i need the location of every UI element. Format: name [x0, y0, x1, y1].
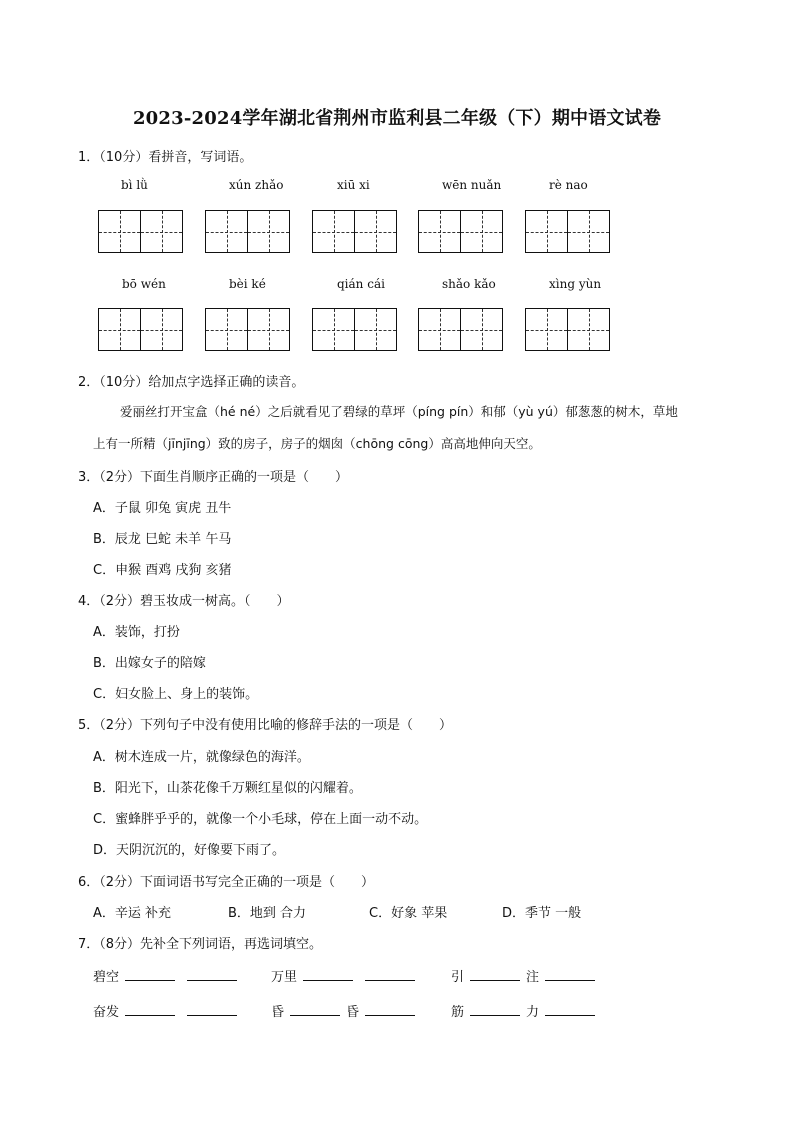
- option-c[interactable]: C．蜜蜂胖乎乎的，就像一个小毛球，停在上面一动不动。: [93, 812, 428, 827]
- option-d[interactable]: D．季节 一般: [502, 906, 582, 921]
- blank-line[interactable]: [365, 968, 415, 981]
- question-3-stem: 3．（2分）下面生肖顺序正确的一项是（ ）: [78, 470, 349, 485]
- blank-line[interactable]: [187, 1003, 237, 1016]
- word-prefix: 奋发: [93, 1005, 120, 1020]
- pinyin-label: bèi ké: [229, 277, 266, 291]
- writing-grid[interactable]: [418, 210, 503, 253]
- writing-grid[interactable]: [312, 210, 397, 253]
- writing-grid[interactable]: [205, 308, 290, 351]
- question-2-passage-line: 爱丽丝打开宝盒（hé né）之后就看见了碧绿的草坪（píng pín）和郁（yù yú）郁葱葱的树木，草地: [120, 404, 678, 419]
- fill-blank-item: [451, 966, 601, 985]
- option-b[interactable]: B．辰龙 巳蛇 未羊 午马: [93, 532, 232, 547]
- blank-line[interactable]: [470, 1003, 520, 1016]
- question-2-passage-line: 上有一所精（jīnjīng）致的房子，房子的烟囱（chōng cōng）高高地伸向天空。: [93, 436, 541, 451]
- word-prefix: 昏: [271, 1005, 285, 1020]
- word-prefix: 筋: [451, 1005, 465, 1020]
- blank-line[interactable]: [125, 1003, 175, 1016]
- blank-line[interactable]: [187, 968, 237, 981]
- word-prefix: 万里: [271, 970, 298, 985]
- writing-grid[interactable]: [98, 308, 183, 351]
- blank-line[interactable]: [545, 1003, 595, 1016]
- pinyin-label: xún zhǎo: [229, 178, 284, 192]
- option-a[interactable]: A．装饰，打扮: [93, 625, 180, 640]
- option-b[interactable]: B．地到 合力: [228, 906, 307, 921]
- blank-line[interactable]: [545, 968, 595, 981]
- blank-line[interactable]: [470, 968, 520, 981]
- pinyin-label: qián cái: [337, 277, 385, 291]
- word-middle: 昏: [346, 1005, 360, 1020]
- question-5-stem: 5．（2分）下列句子中没有使用比喻的修辞手法的一项是（ ）: [78, 718, 453, 733]
- question-1-stem: 1．（10分）看拼音，写词语。: [78, 150, 253, 165]
- blank-line[interactable]: [303, 968, 353, 981]
- writing-grid[interactable]: [312, 308, 397, 351]
- question-4-stem: 4．（2分）碧玉妆成一树高。（ ）: [78, 594, 290, 609]
- pinyin-label: bì lǜ: [121, 178, 148, 192]
- fill-blank-item: [271, 966, 421, 985]
- option-a[interactable]: A．树木连成一片，就像绿色的海洋。: [93, 750, 310, 765]
- option-d[interactable]: D．天阴沉沉的，好像要下雨了。: [93, 843, 286, 858]
- pinyin-label: bō wén: [122, 277, 166, 291]
- pinyin-label: xiū xi: [337, 178, 370, 192]
- writing-grid[interactable]: [418, 308, 503, 351]
- blank-line[interactable]: [365, 1003, 415, 1016]
- question-6-stem: 6．（2分）下面词语书写完全正确的一项是（ ）: [78, 875, 375, 890]
- writing-grid[interactable]: [205, 210, 290, 253]
- fill-blank-item: [271, 1001, 421, 1020]
- fill-blank-item: [451, 1001, 601, 1020]
- word-middle: 力: [526, 1005, 540, 1020]
- question-7-stem: 7．（8分）先补全下列词语，再选词填空。: [78, 937, 323, 952]
- option-c[interactable]: C．妇女脸上、身上的装饰。: [93, 687, 259, 702]
- writing-grid[interactable]: [98, 210, 183, 253]
- word-prefix: 引: [451, 970, 465, 985]
- option-c[interactable]: C．好象 苹果: [369, 906, 448, 921]
- option-b[interactable]: B．出嫁女子的陪嫁: [93, 656, 206, 671]
- pinyin-label: shǎo kǎo: [442, 277, 496, 291]
- blank-line[interactable]: [290, 1003, 340, 1016]
- fill-blank-item: [93, 966, 243, 985]
- writing-grid[interactable]: [525, 210, 610, 253]
- option-b[interactable]: B．阳光下，山茶花像千万颗红星似的闪耀着。: [93, 781, 362, 796]
- option-a[interactable]: A．子鼠 卯兔 寅虎 丑牛: [93, 501, 232, 516]
- pinyin-label: wēn nuǎn: [442, 178, 502, 192]
- word-middle: 注: [526, 970, 540, 985]
- blank-line[interactable]: [125, 968, 175, 981]
- option-c[interactable]: C．申猴 酉鸡 戌狗 亥猪: [93, 563, 232, 578]
- page-title: 2023-2024学年湖北省荆州市监利县二年级（下）期中语文试卷: [132, 108, 662, 129]
- question-2-stem: 2．（10分）给加点字选择正确的读音。: [78, 375, 305, 390]
- word-prefix: 碧空: [93, 970, 120, 985]
- writing-grid[interactable]: [525, 308, 610, 351]
- option-a[interactable]: A．辛运 补充: [93, 906, 172, 921]
- pinyin-label: xìng yùn: [549, 277, 602, 291]
- pinyin-label: rè nao: [549, 178, 588, 192]
- fill-blank-item: [93, 1001, 243, 1020]
